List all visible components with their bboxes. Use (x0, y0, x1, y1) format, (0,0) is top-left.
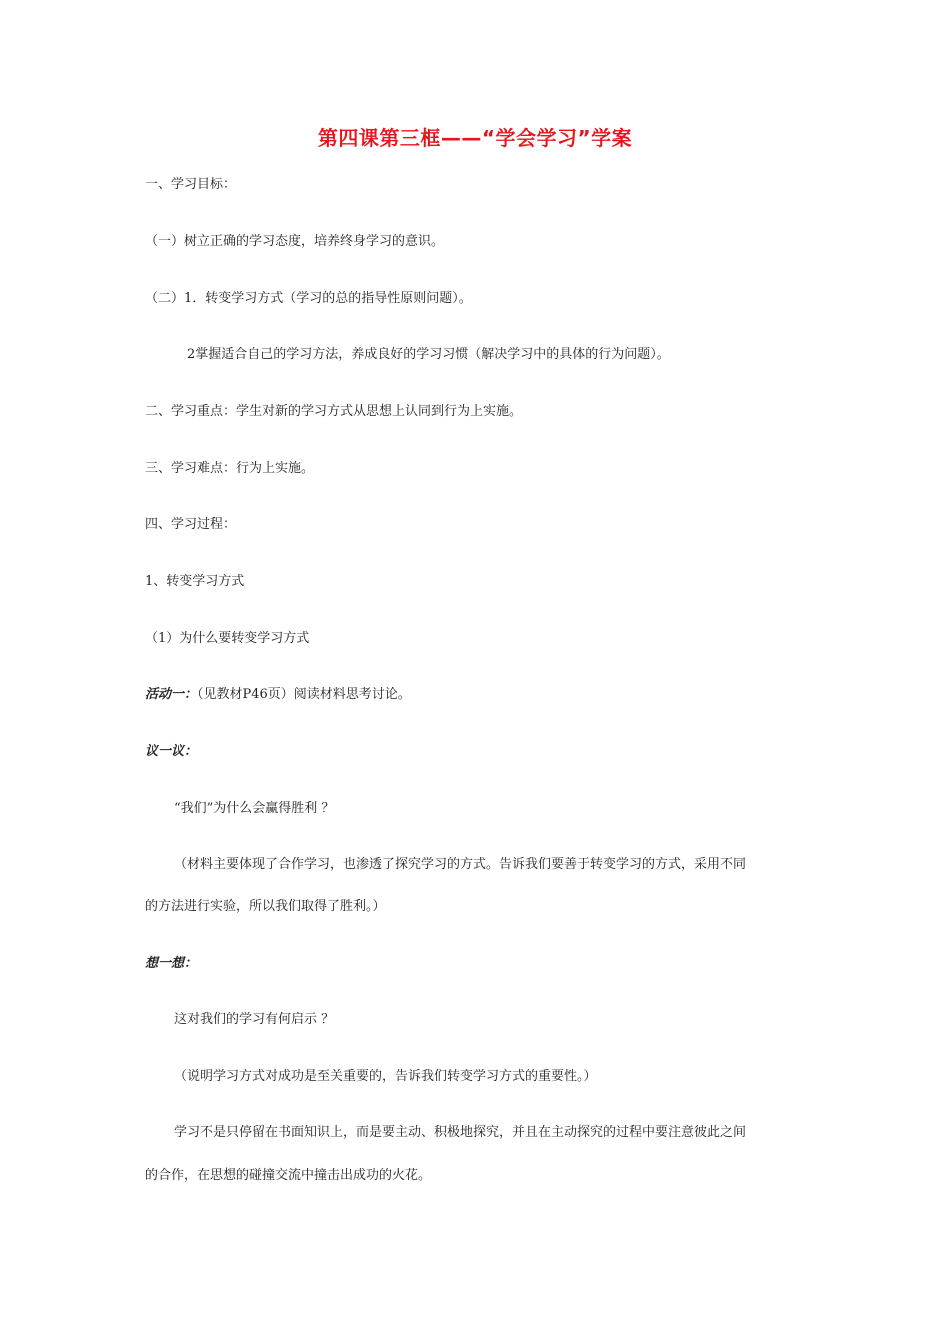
document-title: 第四课第三框——“学会学习”学案 (317, 126, 633, 150)
key-points: 二、学习重点：学生对新的学习方式从思想上认同到行为上实施。 (145, 404, 523, 419)
activity-one-label: 活动一： (145, 687, 198, 702)
think-answer: （说明学习方式对成功是至关重要的，告诉我们转变学习方式的重要性。） (174, 1069, 597, 1084)
discuss-label: 议一议： (145, 744, 198, 759)
discuss-answer-line-one: （材料主要体现了合作学习，也渗透了探究学习的方式。告诉我们要善于转变学习的方式，采用不同 (174, 857, 747, 872)
goal-two-item-two: 2掌握适合自己的学习方法，养成良好的学习习惯（解决学习中的具体的行为问题）。 (187, 347, 670, 362)
conclusion-line-two: 的合作，在思想的碰撞交流中撞击出成功的火花。 (145, 1168, 432, 1183)
process-question-one: （1）为什么要转变学习方式 (145, 631, 310, 646)
section-goals-heading: 一、学习目标： (145, 177, 237, 192)
goal-one: （一）树立正确的学习态度，培养终身学习的意识。 (145, 234, 445, 249)
process-step-one: 1、转变学习方式 (145, 574, 245, 589)
activity-one-text: （见教材P46页）阅读材料思考讨论。 (197, 687, 411, 702)
activity-one-paragraph (145, 686, 411, 704)
difficult-points: 三、学习难点：行为上实施。 (145, 461, 315, 476)
discuss-answer-line-two: 的方法进行实验，所以我们取得了胜利。） (145, 899, 386, 914)
think-label: 想一想： (145, 956, 198, 971)
goal-two-item-one: （二）1．转变学习方式（学习的总的指导性原则问题）。 (145, 291, 472, 306)
discuss-question: “我们”为什么会赢得胜利 ？ (174, 801, 335, 816)
section-process-heading: 四、学习过程： (145, 517, 237, 532)
think-question: 这对我们的学习有何启示 ？ (174, 1012, 335, 1027)
conclusion-line-one: 学习不是只停留在书面知识上，而是要主动、积极地探究，并且在主动探究的过程中要注意彼此之间 (174, 1125, 747, 1140)
